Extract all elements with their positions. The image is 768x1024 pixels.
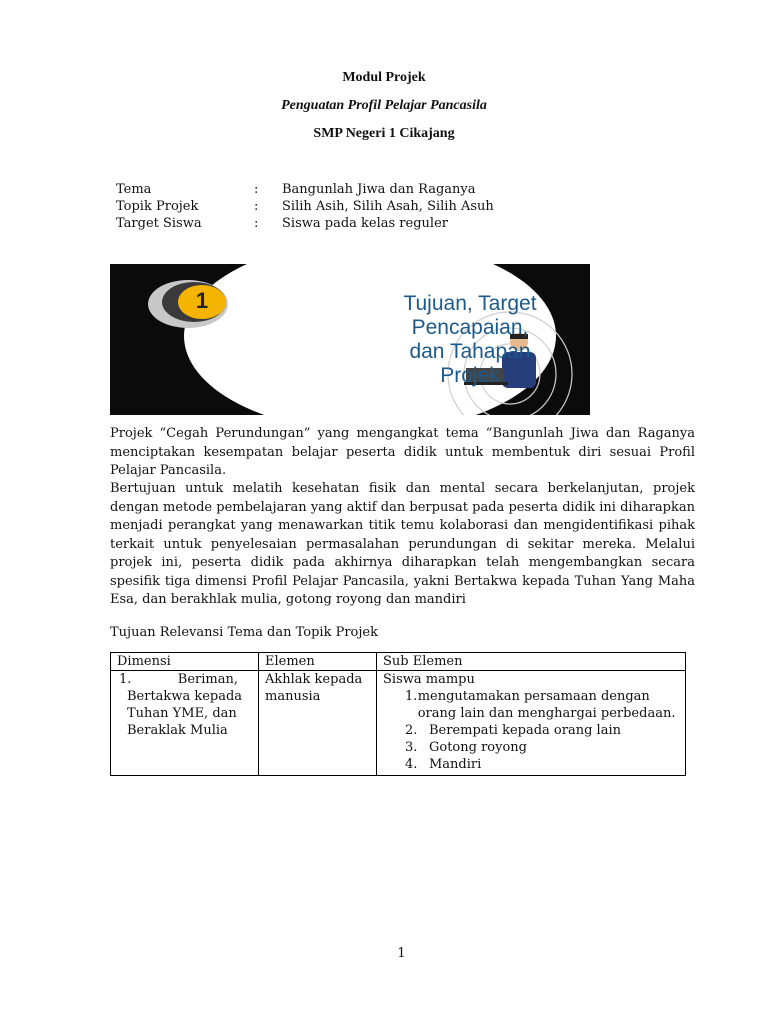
banner-title-line: dan Tahapan	[409, 340, 531, 363]
list-text: Berempati kepada orang lain	[429, 723, 621, 738]
list-text: Mandiri	[429, 757, 482, 772]
banner-title-line: Tujuan, Target	[403, 292, 537, 315]
module-subtitle: Penguatan Profil Pelajar Pancasila	[281, 98, 487, 113]
meta-label: Topik Projek	[116, 199, 199, 214]
meta-row-tema	[116, 181, 494, 198]
dimensi-cell	[111, 671, 259, 776]
meta-row-topik	[116, 198, 494, 215]
list-item	[405, 722, 679, 739]
dimensi-first-line	[119, 671, 252, 688]
sub-elemen-intro: Siswa mampu	[383, 672, 475, 687]
module-title: Modul Projek	[342, 70, 426, 85]
meta-colon: :	[254, 216, 259, 231]
table-row	[111, 671, 686, 776]
sub-elemen-cell	[377, 671, 686, 776]
meta-row-target	[116, 215, 494, 232]
list-text: Gotong royong	[429, 740, 527, 755]
sub-elemen-list	[383, 688, 679, 773]
dimensi-word: Beriman,	[177, 672, 238, 687]
paragraph-intro: Projek “Cegah Perundungan” yang mengangkat tema “Bangunlah Jiwa dan Raganya menciptakan kesempatan belajar peserta didik untuk membentuk diri sesuai Profil Pelajar Pancasila.	[110, 426, 695, 478]
meta-colon: :	[254, 182, 259, 197]
list-item	[405, 688, 679, 722]
meta-value: Silih Asih, Silih Asah, Silih Asuh	[282, 199, 494, 214]
list-text: mengutamakan persamaan dengan orang lain dan menghargai perbedaan.	[417, 689, 676, 721]
dimensi-number: 1.	[119, 672, 132, 687]
table-header-cell: Dimensi	[111, 653, 259, 671]
list-item	[405, 739, 679, 756]
meta-label: Tema	[116, 182, 152, 197]
table-header-cell: Sub Elemen	[377, 653, 686, 671]
meta-colon: :	[254, 199, 259, 214]
dimensi-text: Bertakwa kepada Tuhan YME, dan Beraklak Mulia	[127, 689, 243, 738]
banner-image	[110, 264, 590, 415]
list-number: 3.	[405, 740, 418, 755]
banner-title	[350, 292, 590, 388]
list-number: 4.	[405, 757, 418, 772]
banner-title-line: Projek	[440, 364, 500, 387]
meta-label: Target Siswa	[116, 216, 202, 231]
meta-value: Siswa pada kelas reguler	[282, 216, 448, 231]
table-header-row	[111, 653, 686, 671]
banner-title-line: Pencapaian,	[411, 316, 529, 339]
list-number: 1.	[405, 689, 418, 704]
table-header-cell: Elemen	[259, 653, 377, 671]
school-name: SMP Negeri 1 Cikajang	[313, 126, 455, 141]
badge-number: 1	[195, 288, 209, 313]
page-number: 1	[397, 946, 406, 961]
meta-value: Bangunlah Jiwa dan Raganya	[282, 182, 476, 197]
relevance-table	[110, 652, 686, 776]
table-caption: Tujuan Relevansi Tema dan Topik Projek	[110, 625, 378, 640]
paragraph-purpose: Bertujuan untuk melatih kesehatan fisik dan mental secara berkelanjutan, projek dengan metode pembelajaran yang aktif dan berpusat pada peserta didik ini diharapkan menjadi perangkat yang menawarkan titik temu kolaborasi dan mengidentifikasi pihak terkait untuk penyelesaian permasalahan perundungan di sekitar mereka. Melalui projek ini, peserta didik pada akhirnya diharapkan telah mengembangkan secara spesifik tiga dimensi Profil Pelajar Pancasila, yakni Bertakwa kepada Tuhan Yang Maha Esa, dan berakhlak mulia, gotong royong dan mandiri	[110, 481, 695, 607]
elemen-cell: Akhlak kepada manusia	[259, 671, 377, 776]
list-item	[405, 756, 679, 773]
project-meta	[116, 181, 494, 232]
list-number: 2.	[405, 723, 418, 738]
